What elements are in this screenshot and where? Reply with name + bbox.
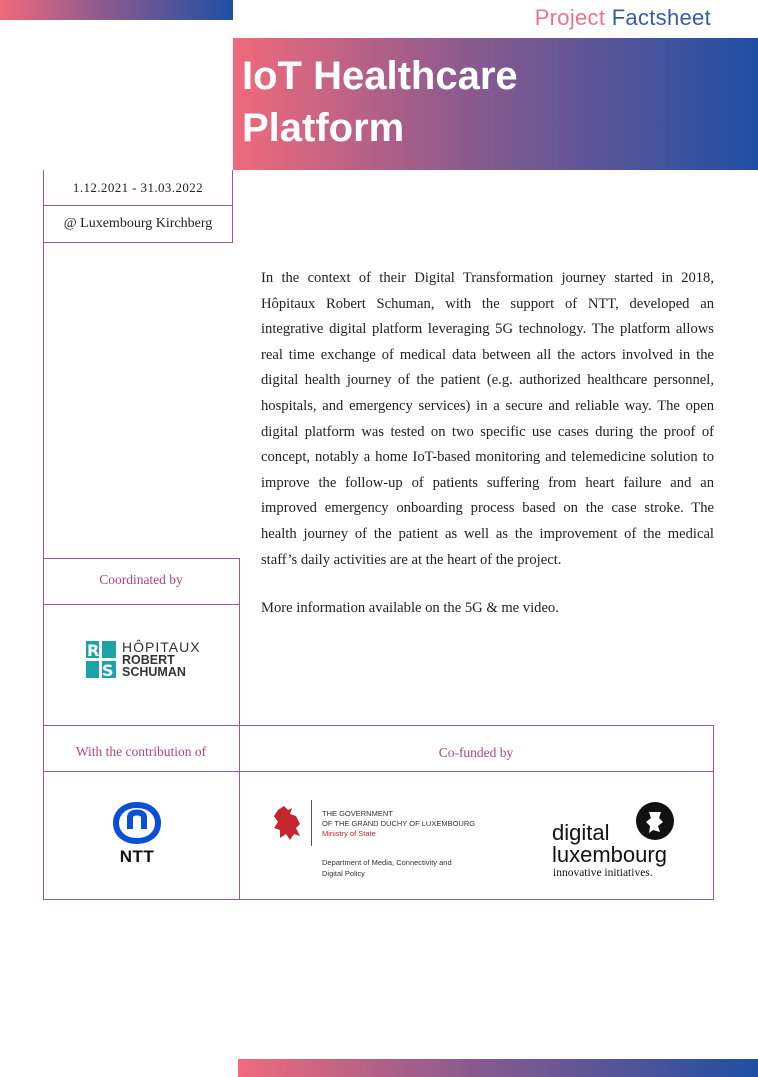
project-description: In the context of their Digital Transformation journey started in 2018, Hôpitaux Robert Schuman, with the support of NTT, developed an integrative digital platform leveraging 5G technology. The platform allows real time exchange of medical data between all the actors involved in the digital health journey of the patient (e.g. authorized healthcare personnel, hospitals, and emergency services) in a secure and reliable way. The open digital platform was tested on two specific use cases during the proof of concept, notably a home IoT-based monitoring and telemedicine solution to improve the follow-up of patients suffering from heart failure and an improved emergency onboarding process based on the case stroke. The health journey of the patient as well as the improvement of the medical staff’s daily activities are at the heart of the project. (261, 270, 714, 568)
ntt-logo (112, 801, 162, 867)
coordinated-by-label: Coordinated by (99, 572, 183, 587)
gov-department: Department of Media, Connectivity and Digital Policy (322, 858, 452, 878)
hrs-line-3: SCHUMAN (122, 665, 186, 679)
frame-line-partners-right (713, 725, 714, 900)
frame-line-partners-bottom (43, 899, 714, 900)
contribution-label: With the contribution of (75, 744, 207, 759)
frame-line-info-bottom (43, 242, 233, 243)
hopitaux-robert-schuman-logo (86, 639, 201, 679)
more-info-text: More information available on the 5G & me video. (261, 600, 559, 616)
frame-line-coord-mid (43, 604, 240, 605)
gov-divider (311, 800, 312, 846)
cofunded-label: Co-funded by (438, 745, 514, 760)
factsheet-word-2: Factsheet (611, 5, 711, 30)
factsheet-heading (535, 5, 711, 31)
hrs-wordmark (122, 641, 201, 678)
hrs-mark-icon (86, 641, 116, 678)
title-banner (233, 38, 758, 170)
factsheet-word-1: Project (534, 5, 606, 30)
digital-luxembourg-emblem-icon (636, 802, 674, 840)
gov-ministry: Ministry of State (322, 829, 376, 838)
frame-line-coord-top (43, 558, 240, 559)
emblem-mark-icon (636, 802, 674, 840)
svg-text:R: R (87, 641, 100, 660)
dl-word-1: digital (552, 820, 610, 845)
hrs-line-2: ROBERT (122, 653, 175, 667)
red-lion-icon (270, 804, 304, 844)
gov-line-2: OF THE GRAND DUCHY OF LUXEMBOURG (322, 819, 476, 828)
dl-word-2: luxembourg (552, 842, 667, 867)
frame-line-left (43, 170, 44, 726)
gov-line-1: THE GOVERNMENT (322, 809, 393, 818)
hrs-line-1: HÔPITAUX (122, 639, 201, 655)
top-gradient-bar (0, 0, 233, 20)
ntt-wordmark: NTT (119, 847, 155, 866)
government-luxembourg-logo (270, 800, 500, 880)
bottom-gradient-bar (238, 1059, 758, 1077)
page-title: IoT Healthcare Platform (242, 54, 518, 150)
project-dates: 1.12.2021 - 31.03.2022 (72, 180, 204, 195)
gov-wordmark (322, 809, 475, 839)
svg-text:S: S (102, 661, 114, 678)
digital-luxembourg-logo (552, 800, 682, 882)
ntt-mark-icon (112, 801, 162, 845)
project-location: @ Luxembourg Kirchberg (63, 216, 213, 231)
dl-tagline: innovative initiatives. (553, 867, 653, 879)
